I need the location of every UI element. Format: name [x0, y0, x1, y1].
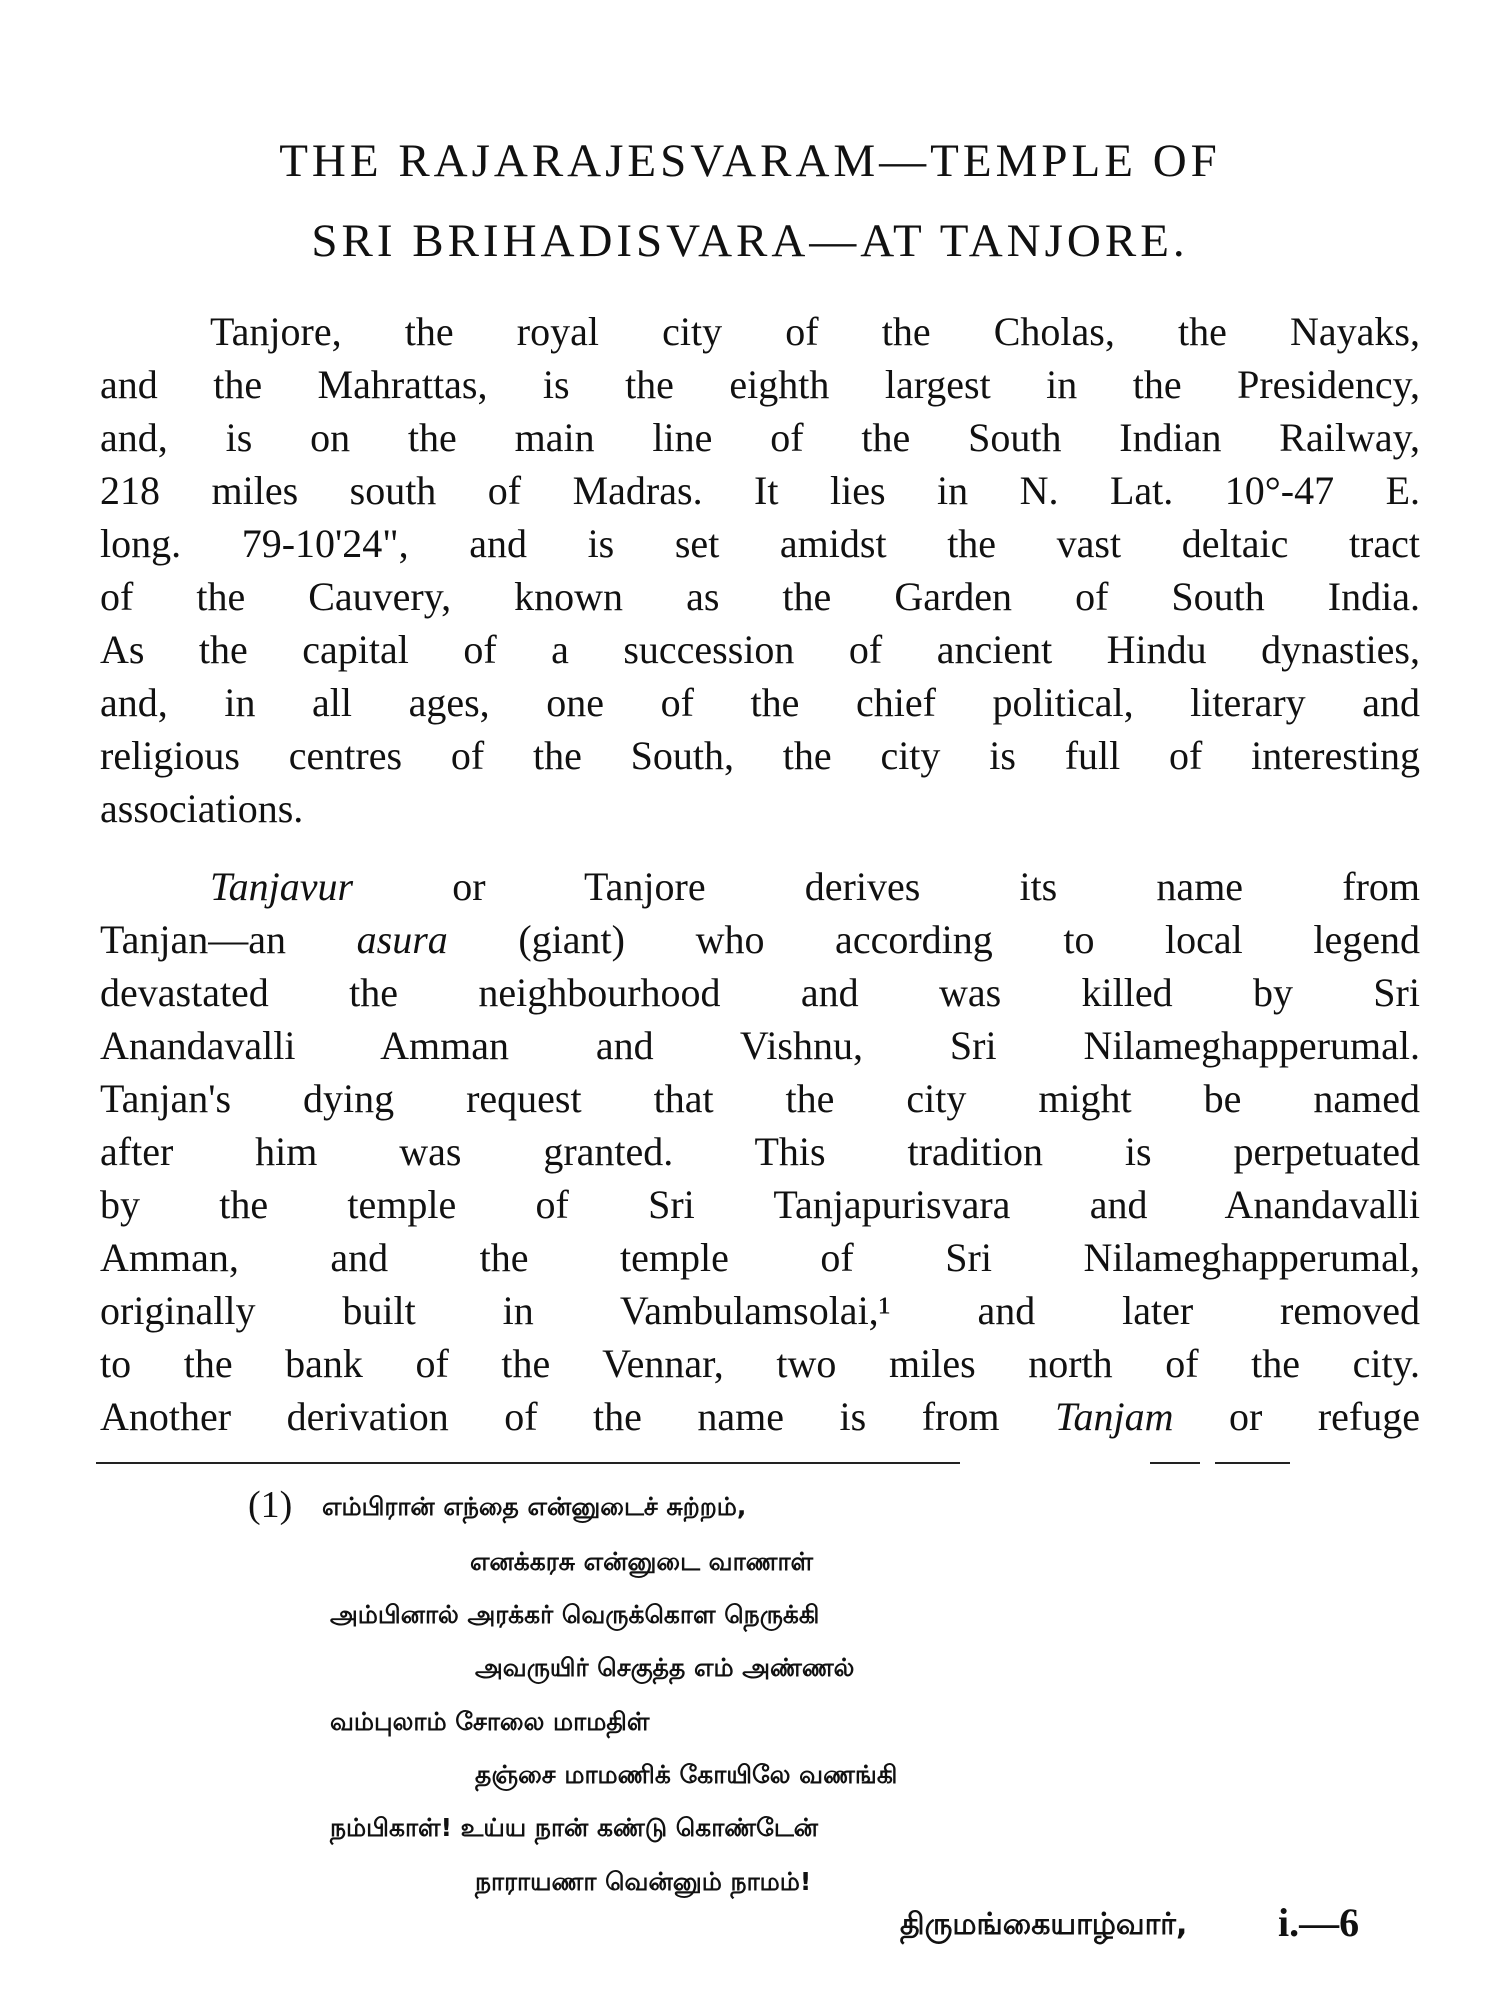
- paragraph-1-line: 218 miles south of Madras. It lies in N. Lat. 10°-47 E.: [100, 468, 1420, 513]
- footnote-attribution: திருமங்கையாழ்வார்,: [900, 1907, 1188, 1942]
- paragraph-1-line: long. 79-10'24", and is set amidst the vast deltaic tract: [100, 521, 1420, 566]
- footnote-number: (1): [248, 1484, 293, 1526]
- footnote-verse-line: எனக்கரசு என்னுடை வாணாள்: [470, 1547, 814, 1576]
- paragraph-1-line: Tanjore, the royal city of the Cholas, the Nayaks,: [210, 309, 1420, 354]
- footnote-divider: [96, 1462, 960, 1464]
- italic-word: asura: [356, 917, 448, 962]
- text-run: (giant) who according to local legend: [447, 917, 1420, 962]
- footnote-verse-line: நாராயணா வென்னும் நாமம்!: [475, 1867, 812, 1896]
- paragraph-1-line: of the Cauvery, known as the Garden of South India.: [100, 574, 1420, 619]
- paragraph-2-line: Anandavalli Amman and Vishnu, Sri Nilameghapperumal.: [100, 1023, 1420, 1068]
- paragraph-2-line: Tanjan's dying request that the city might be named: [100, 1076, 1420, 1121]
- footnote-verse-line: நம்பிகாள்! உய்ய நான் கண்டு கொண்டேன்: [330, 1813, 819, 1842]
- paragraph-1-line: and, is on the main line of the South Indian Railway,: [100, 415, 1420, 460]
- paragraph-2-line: [100, 913, 1420, 966]
- footnote-verse-line: அம்பினால் அரக்கர் வெருக்கொள நெருக்கி: [330, 1600, 820, 1629]
- footnote-verse-line: தஞ்சை மாமணிக் கோயிலே வணங்கி: [475, 1760, 898, 1789]
- text-run: or Tanjore derives its name from: [353, 864, 1420, 909]
- footnote-divider-dash: [1215, 1462, 1290, 1464]
- page-title-line-1: THE RAJARAJESVARAM—TEMPLE OF: [279, 135, 1221, 187]
- paragraph-2-line: by the temple of Sri Tanjapurisvara and Anandavalli: [100, 1182, 1420, 1227]
- footnote-reference: i.—6: [1278, 1900, 1360, 1945]
- text-run: Tanjan—an: [100, 917, 357, 962]
- paragraph-2-line: [100, 860, 1420, 913]
- paragraph-1-line: and the Mahrattas, is the eighth largest in the Presidency,: [100, 362, 1420, 407]
- text-run: Another derivation of the name is from: [100, 1394, 1055, 1439]
- paragraph-1-line: associations.: [100, 786, 304, 831]
- paragraph-1: [100, 305, 1420, 835]
- paragraph-2-line: devastated the neighbourhood and was killed by Sri: [100, 970, 1420, 1015]
- paragraph-2-line: [100, 1390, 1420, 1443]
- page-title-line-2: SRI BRIHADISVARA—AT TANJORE.: [311, 215, 1189, 267]
- footnote-verse-line: எம்பிரான் எந்தை என்னுடைச் சுற்றம்,: [322, 1492, 747, 1521]
- paragraph-1-line: As the capital of a succession of ancient Hindu dynasties,: [100, 627, 1420, 672]
- paragraph-1-line: and, in all ages, one of the chief political, literary and: [100, 680, 1420, 725]
- footnote-verse-line: அவருயிர் செகுத்த எம் அண்ணல்: [475, 1653, 855, 1682]
- footnote-divider-dash: [1150, 1462, 1200, 1464]
- italic-word: Tanjam: [1054, 1394, 1174, 1439]
- paragraph-2-line: originally built in Vambulamsolai,¹ and later removed: [100, 1288, 1420, 1333]
- paragraph-2-line: Amman, and the temple of Sri Nilameghapperumal,: [100, 1235, 1420, 1280]
- paragraph-1-line: religious centres of the South, the city is full of interesting: [100, 733, 1420, 778]
- footnote-verse-line: வம்புலாம் சோலை மாமதிள்: [330, 1707, 650, 1736]
- text-run: or refuge: [1173, 1394, 1420, 1439]
- italic-word: Tanjavur: [210, 864, 354, 909]
- paragraph-2: [100, 860, 1420, 1443]
- paragraph-2-line: after him was granted. This tradition is perpetuated: [100, 1129, 1420, 1174]
- paragraph-2-line: to the bank of the Vennar, two miles north of the city.: [100, 1341, 1420, 1386]
